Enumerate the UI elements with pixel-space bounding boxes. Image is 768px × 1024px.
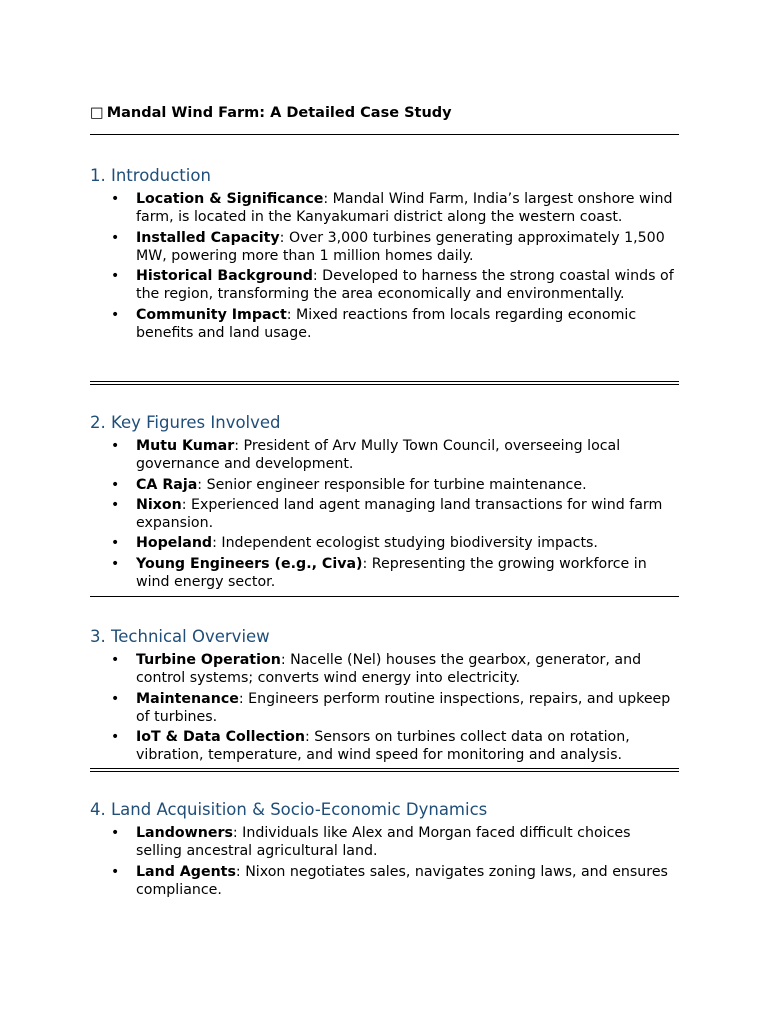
section-land-acquisition xyxy=(90,799,679,901)
bullet-icon: • xyxy=(111,729,120,746)
section-list xyxy=(90,190,679,342)
bullet-icon: • xyxy=(111,535,120,552)
bullet-icon: • xyxy=(111,555,120,572)
list-item xyxy=(90,496,679,533)
section-divider xyxy=(90,381,679,385)
item-text: : Representing the growing workforce in wind energy sector. xyxy=(136,555,647,591)
section-heading: 1. Introduction xyxy=(90,166,211,185)
item-text: : Engineers perform routine inspections, repairs, and upkeep of turbines. xyxy=(136,690,671,725)
bullet-icon: • xyxy=(111,438,120,454)
document-title-text: Mandal Wind Farm: A Detailed Case Study xyxy=(106,105,452,121)
item-term: Landowners xyxy=(136,825,233,841)
item-term: Historical Background xyxy=(136,268,313,285)
title-glyph-icon: □ xyxy=(90,105,104,121)
bullet-icon: • xyxy=(111,268,120,285)
item-term: Mutu Kumar xyxy=(136,438,235,454)
list-item xyxy=(90,555,679,592)
bullet-icon: • xyxy=(111,690,120,707)
item-text: : President of Arv Mully Town Council, overseeing local governance and development. xyxy=(136,438,621,473)
list-item xyxy=(90,824,679,861)
item-term: Young Engineers (e.g., Civa) xyxy=(136,555,363,572)
section-divider xyxy=(90,596,679,597)
item-term: Hopeland xyxy=(136,535,213,552)
item-text: : Mandal Wind Farm, India’s largest onshore wind farm, is located in the Kanyakumari district along the western coast. xyxy=(136,191,673,226)
list-item xyxy=(90,651,679,688)
item-text: : Independent ecologist studying biodiversity impacts. xyxy=(212,535,598,552)
item-text: : Over 3,000 turbines generating approximately 1,500 MW, powering more than 1 million homes daily. xyxy=(136,229,665,264)
item-text: : Sensors on turbines collect data on rotation, vibration, temperature, and wind speed for monitoring and analysis. xyxy=(136,729,630,764)
list-item xyxy=(90,863,679,900)
item-term: Maintenance xyxy=(136,690,239,707)
section-divider xyxy=(90,768,679,772)
list-item xyxy=(90,267,679,304)
item-text: : Developed to harness the strong coastal winds of the region, transforming the area economically and environmentally. xyxy=(136,268,674,303)
item-text: : Nixon negotiates sales, navigates zoning laws, and ensures compliance. xyxy=(136,863,668,898)
list-item xyxy=(90,190,679,227)
list-item xyxy=(90,476,679,494)
bullet-icon: • xyxy=(111,229,120,246)
section-technical-overview xyxy=(90,626,679,767)
bullet-icon: • xyxy=(111,496,120,513)
list-item xyxy=(90,306,679,343)
title-divider xyxy=(90,134,679,135)
list-item xyxy=(90,437,679,474)
section-key-figures xyxy=(90,412,679,593)
list-item xyxy=(90,728,679,765)
item-term: CA Raja xyxy=(136,476,198,493)
item-term: IoT & Data Collection xyxy=(136,729,306,746)
bullet-icon: • xyxy=(111,476,120,493)
list-item xyxy=(90,690,679,727)
section-heading: 3. Technical Overview xyxy=(90,627,270,646)
list-item xyxy=(90,229,679,266)
section-list xyxy=(90,437,679,591)
bullet-icon: • xyxy=(111,191,120,207)
section-introduction xyxy=(90,165,679,344)
list-item xyxy=(90,534,679,552)
item-term: Land Agents xyxy=(136,863,236,880)
bullet-icon: • xyxy=(111,863,120,880)
item-term: Installed Capacity xyxy=(136,229,280,246)
section-list xyxy=(90,651,679,765)
item-text: : Experienced land agent managing land transactions for wind farm expansion. xyxy=(136,496,663,532)
item-term: Community Impact xyxy=(136,306,287,323)
document-title xyxy=(90,104,679,122)
item-term: Location & Significance xyxy=(136,191,324,207)
bullet-icon: • xyxy=(111,306,120,323)
item-text: : Individuals like Alex and Morgan faced difficult choices selling ancestral agricultural land. xyxy=(136,825,631,860)
item-term: Nixon xyxy=(136,496,182,513)
section-list xyxy=(90,824,679,899)
section-heading: 2. Key Figures Involved xyxy=(90,413,281,432)
item-term: Turbine Operation xyxy=(136,652,281,668)
section-heading: 4. Land Acquisition & Socio-Economic Dynamics xyxy=(90,800,488,819)
item-text: : Senior engineer responsible for turbine maintenance. xyxy=(197,476,587,493)
item-text: : Nacelle (Nel) houses the gearbox, generator, and control systems; converts wind energy into electricity. xyxy=(136,652,642,687)
bullet-icon: • xyxy=(111,825,120,841)
bullet-icon: • xyxy=(111,652,120,668)
item-text: : Mixed reactions from locals regarding economic benefits and land usage. xyxy=(136,306,637,342)
